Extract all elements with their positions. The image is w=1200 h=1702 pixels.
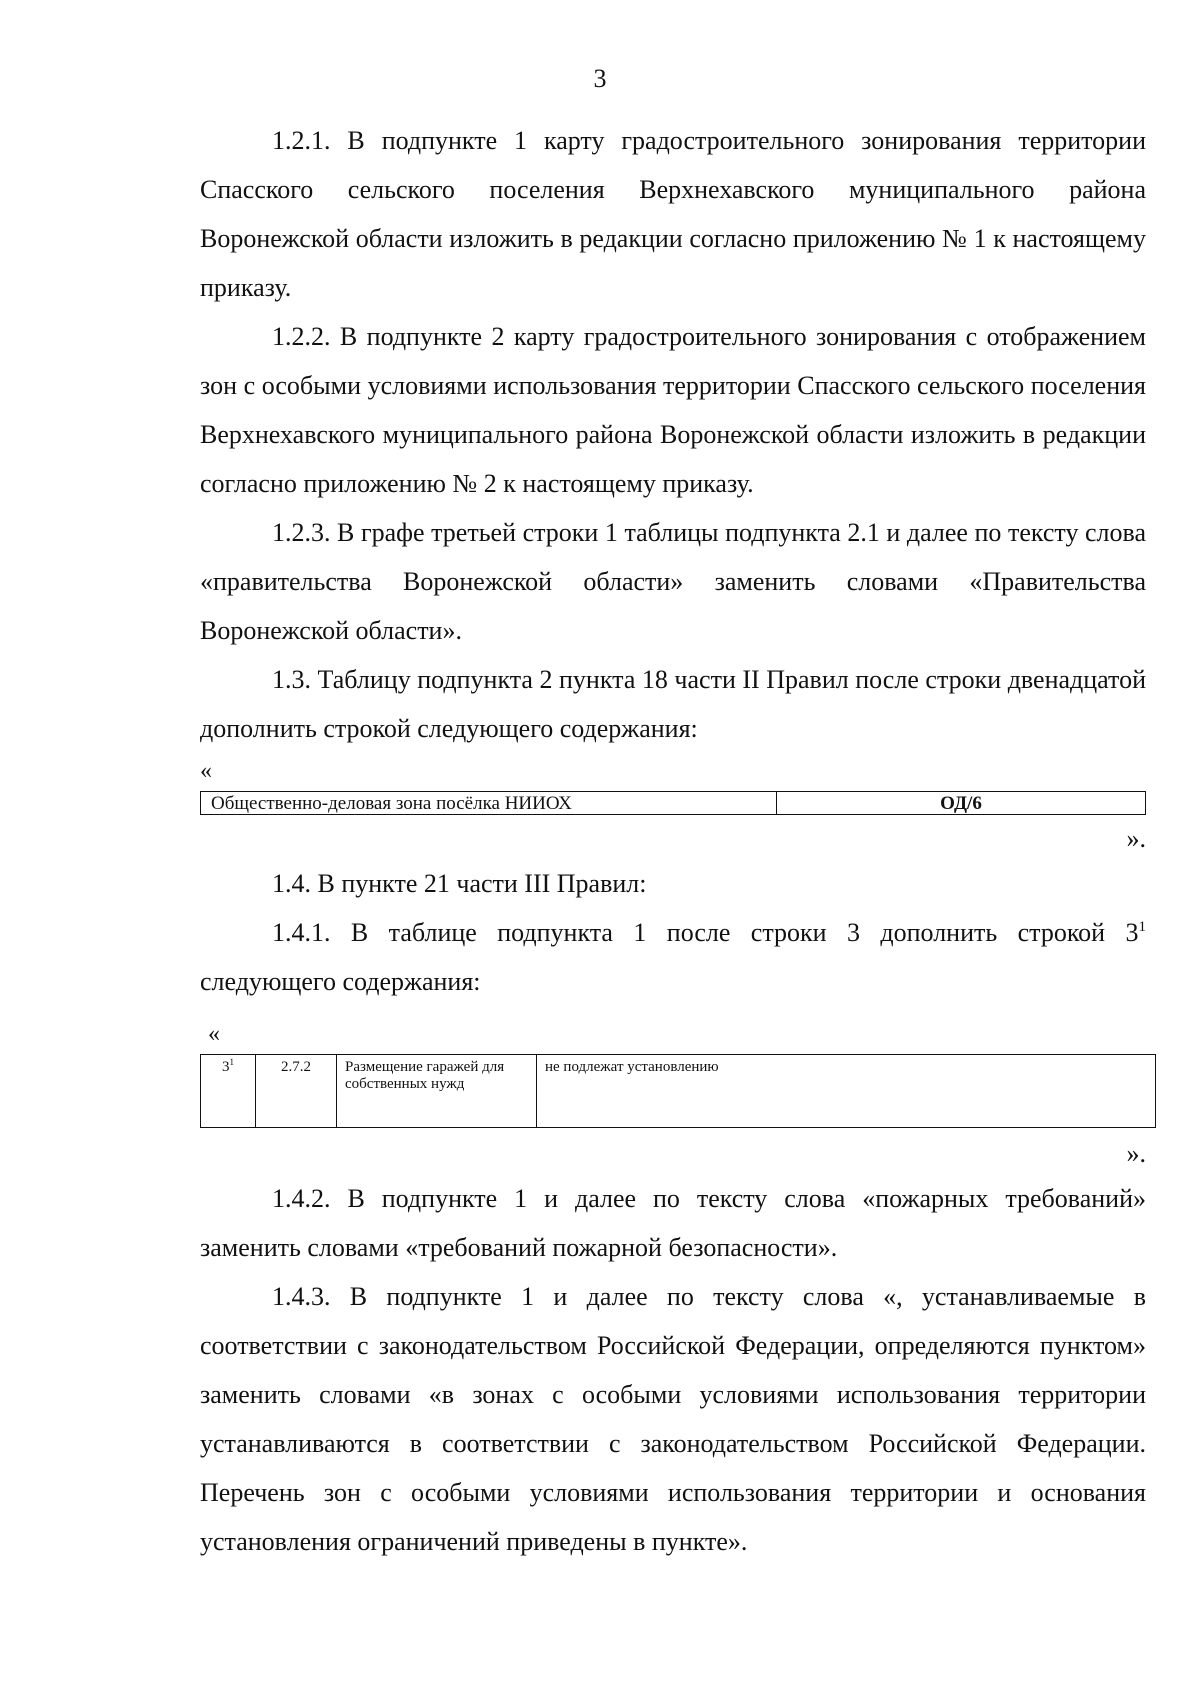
paragraph-1-2-3: 1.2.3. В графе третьей строки 1 таблицы подпункта 2.1 и далее по тексту слова «правительства Воронежской области» заменить словами «Правительства Воронежской области». xyxy=(200,518,1146,645)
opening-quote: « xyxy=(208,1021,220,1047)
use-type-cell: Размещение гаражей для собственных нужд xyxy=(337,1055,537,1128)
table-row xyxy=(201,792,1146,815)
paragraph-1-4-1 xyxy=(200,908,1146,1006)
row-number-cell: $3^1$ xyxy=(201,1055,256,1128)
paragraph-1-4-3: 1.4.3. В подпункте 1 и далее по тексту слова «, устанавливаемые в соответствии с законодательством Российской Федерации, определяются пунктом» заменить словами «в зонах с особыми условиями использования территории устанавливаются в соответствии с законодательством Российской Федерации. Перечень зон с особыми условиями использования территории и основания установления ограничений приведены в пункте». xyxy=(200,1282,1146,1556)
paragraph-text: следующего содержания: xyxy=(200,967,481,996)
superscript: 1 xyxy=(1138,919,1146,935)
table-row xyxy=(201,1055,1156,1128)
closing-quote: ». xyxy=(1126,824,1146,853)
paragraph-1-3: 1.3. Таблицу подпункта 2 пункта 18 части II Правил после строки двенадцатой дополнить строкой следующего содержания: xyxy=(200,665,1146,743)
closing-quote: ». xyxy=(1126,1139,1146,1168)
page-number: 3 xyxy=(593,64,607,93)
document-body xyxy=(200,116,1146,1566)
zone-table xyxy=(200,791,1146,815)
paragraph-1-2-1: 1.2.1. В подпункте 1 карту градостроительного зонирования территории Спасского сельского поселения Верхнехавского муниципального района Воронежской области изложить в редакции согласно приложению № 1 к настоящему приказу. xyxy=(200,126,1146,302)
zone-name-cell: Общественно-деловая зона посёлка НИИОХ xyxy=(201,792,777,815)
paragraph-1-4: 1.4. В пункте 21 части III Правил: xyxy=(272,869,647,898)
paragraph-text: 1.4.1. В таблице подпункта 1 после строки 3 дополнить строкой 3 xyxy=(272,918,1139,947)
paragraph-1-2-2: 1.2.2. В подпункте 2 карту градостроительного зонирования с отображением зон с особыми условиями использования территории Спасского сельского поселения Верхнехавского муниципального района Воронежской области изложить в редакции согласно приложению № 2 к настоящему приказу. xyxy=(200,322,1146,498)
paragraph-1-4-2: 1.4.2. В подпункте 1 и далее по тексту слова «пожарных требований» заменить словами «требований пожарной безопасности». xyxy=(200,1184,1146,1262)
code-cell: 2.7.2 xyxy=(256,1055,337,1128)
params-cell: не подлежат установлению xyxy=(537,1055,1156,1128)
zone-code-cell: ОД/6 xyxy=(777,792,1146,815)
opening-quote: « xyxy=(200,758,212,784)
land-use-table xyxy=(200,1054,1156,1128)
